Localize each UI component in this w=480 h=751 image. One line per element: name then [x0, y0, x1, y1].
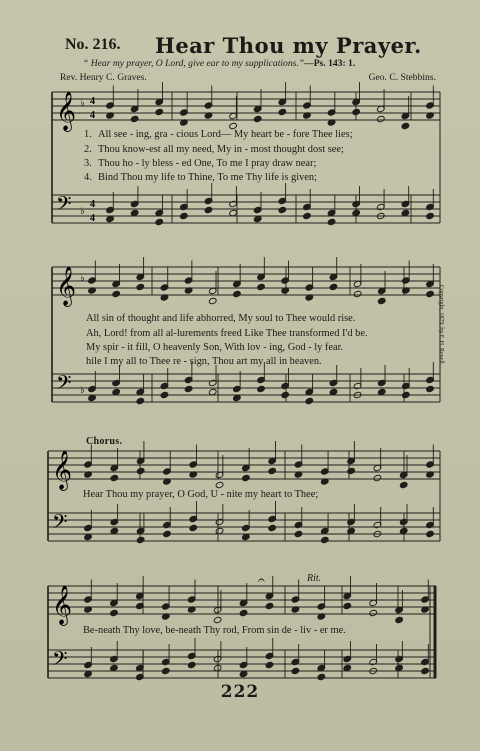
note-head — [257, 283, 266, 290]
note-head — [401, 122, 410, 129]
note-head — [208, 297, 217, 304]
verse-1-line-2: All sin of thought and life abhorred, My soul to Thee would rise. — [86, 313, 356, 324]
chorus-line-2: Be-neath Thy love, be-neath Thy rod, From sin de - liv - er me. — [83, 625, 346, 636]
verse-3-line-2: My spir - it fill, O heavenly Son, With lov - ing, God - ly fear. — [86, 342, 344, 353]
note-head — [281, 391, 290, 398]
note-head — [373, 474, 382, 481]
svg-text:4: 4 — [90, 213, 95, 224]
note-head — [239, 609, 248, 616]
note-head — [136, 397, 145, 404]
bass-clef-icon: 𝄢 — [52, 647, 68, 675]
verse-1-line: 1. All see - ing, gra - cious Lord— My heart be - fore Thee lies; — [84, 129, 353, 140]
note-head — [317, 673, 326, 680]
note-head — [369, 609, 378, 616]
composer-credit: Geo. C. Stebbins. — [368, 72, 436, 83]
note-head — [377, 297, 386, 304]
note-head — [294, 530, 303, 537]
note-head — [399, 481, 408, 488]
note-head — [291, 667, 300, 674]
note-head — [233, 290, 242, 297]
svg-text:♭: ♭ — [80, 385, 85, 396]
note-head — [155, 108, 164, 115]
note-head — [426, 290, 435, 297]
fermata-icon: 𝄐 — [258, 573, 265, 587]
note-head — [130, 115, 139, 122]
hymn-title: Hear Thou my Prayer. — [155, 33, 422, 58]
note-head — [265, 602, 274, 609]
chorus2-treble-staff — [48, 586, 436, 614]
note-head — [163, 530, 172, 537]
note-head — [180, 212, 189, 219]
note-head — [329, 283, 338, 290]
bass-clef-icon: 𝄢 — [56, 371, 72, 399]
svg-text:♭: ♭ — [80, 273, 85, 284]
note-head — [155, 218, 164, 225]
note-head — [110, 474, 119, 481]
verse-4-line-2: hile I my all to Thee re - sign, Thou art my all in heaven. — [86, 356, 322, 367]
note-head — [253, 115, 262, 122]
note-head — [160, 391, 169, 398]
svg-text:♭: ♭ — [80, 206, 85, 217]
note-head — [305, 397, 314, 404]
treble-clef-icon: 𝄞 — [56, 266, 77, 306]
note-head — [265, 661, 274, 668]
chorus-line-1: Hear Thou my prayer, O God, U - nite my heart to Thee; — [83, 489, 319, 500]
note-head — [426, 212, 435, 219]
bass-clef-icon: 𝄢 — [52, 510, 68, 538]
treble-clef-icon: 𝄞 — [56, 91, 77, 131]
treble-clef-icon: 𝄞 — [52, 450, 73, 490]
note-head — [421, 667, 430, 674]
page-number: 222 — [220, 682, 260, 702]
note-head — [303, 212, 312, 219]
treble-clef-icon: 𝄞 — [52, 585, 73, 625]
svg-text:4: 4 — [90, 110, 95, 121]
hymn-number: No. 216. — [65, 36, 121, 53]
note-head — [376, 115, 385, 122]
note-head — [257, 385, 266, 392]
note-head — [204, 206, 213, 213]
epigraph-quote: “ Hear my prayer, O Lord, give ear to my supplications.” — [83, 58, 305, 69]
svg-text:4: 4 — [90, 199, 95, 210]
chorus-label: Chorus. — [86, 436, 123, 447]
note-head — [215, 481, 224, 488]
svg-text:4: 4 — [90, 96, 95, 107]
note-head — [353, 290, 362, 297]
note-head — [184, 385, 193, 392]
verse-4-line: 4. Bind Thou my life to Thine, To me Thy life is given; — [84, 172, 317, 183]
note-head — [268, 524, 277, 531]
ritardando-marking: Rit. — [307, 573, 322, 584]
note-head — [343, 602, 352, 609]
note-head — [278, 108, 287, 115]
note-head — [136, 467, 145, 474]
verse-2-line-2: Ah, Lord! from all al-lurements freed Like Thee transformed I'd be. — [86, 328, 368, 339]
verse-2-line: 2. Thou know-est all my need, My in - most thought dost see; — [84, 144, 344, 155]
note-head — [426, 530, 435, 537]
note-head — [136, 283, 145, 290]
note-head — [110, 609, 119, 616]
verse-3-line: 3. Thou ho - ly bless - ed One, To me I pray draw near; — [84, 158, 317, 169]
note-head — [136, 536, 145, 543]
note-head — [395, 616, 404, 623]
note-head — [242, 474, 251, 481]
system2-bass-staff — [52, 374, 440, 402]
note-head — [402, 391, 411, 398]
bass-clef-icon: 𝄢 — [56, 192, 72, 220]
copyright-notice: Copyright, 1879, by F. H. Revell. — [438, 285, 444, 366]
epigraph-reference: —Ps. 143: 1. — [304, 58, 356, 69]
note-head — [347, 467, 356, 474]
author-credit: Rev. Henry C. Graves. — [60, 72, 147, 83]
note-head — [213, 616, 222, 623]
note-head — [320, 536, 329, 543]
note-head — [187, 661, 196, 668]
chorus1-treble-staff — [48, 451, 440, 479]
note-head — [327, 218, 336, 225]
note-head — [426, 385, 435, 392]
note-head — [268, 467, 277, 474]
note-head — [161, 667, 170, 674]
svg-text:♭: ♭ — [80, 98, 85, 109]
note-head — [112, 290, 121, 297]
note-head — [189, 524, 198, 531]
note-head — [278, 206, 287, 213]
